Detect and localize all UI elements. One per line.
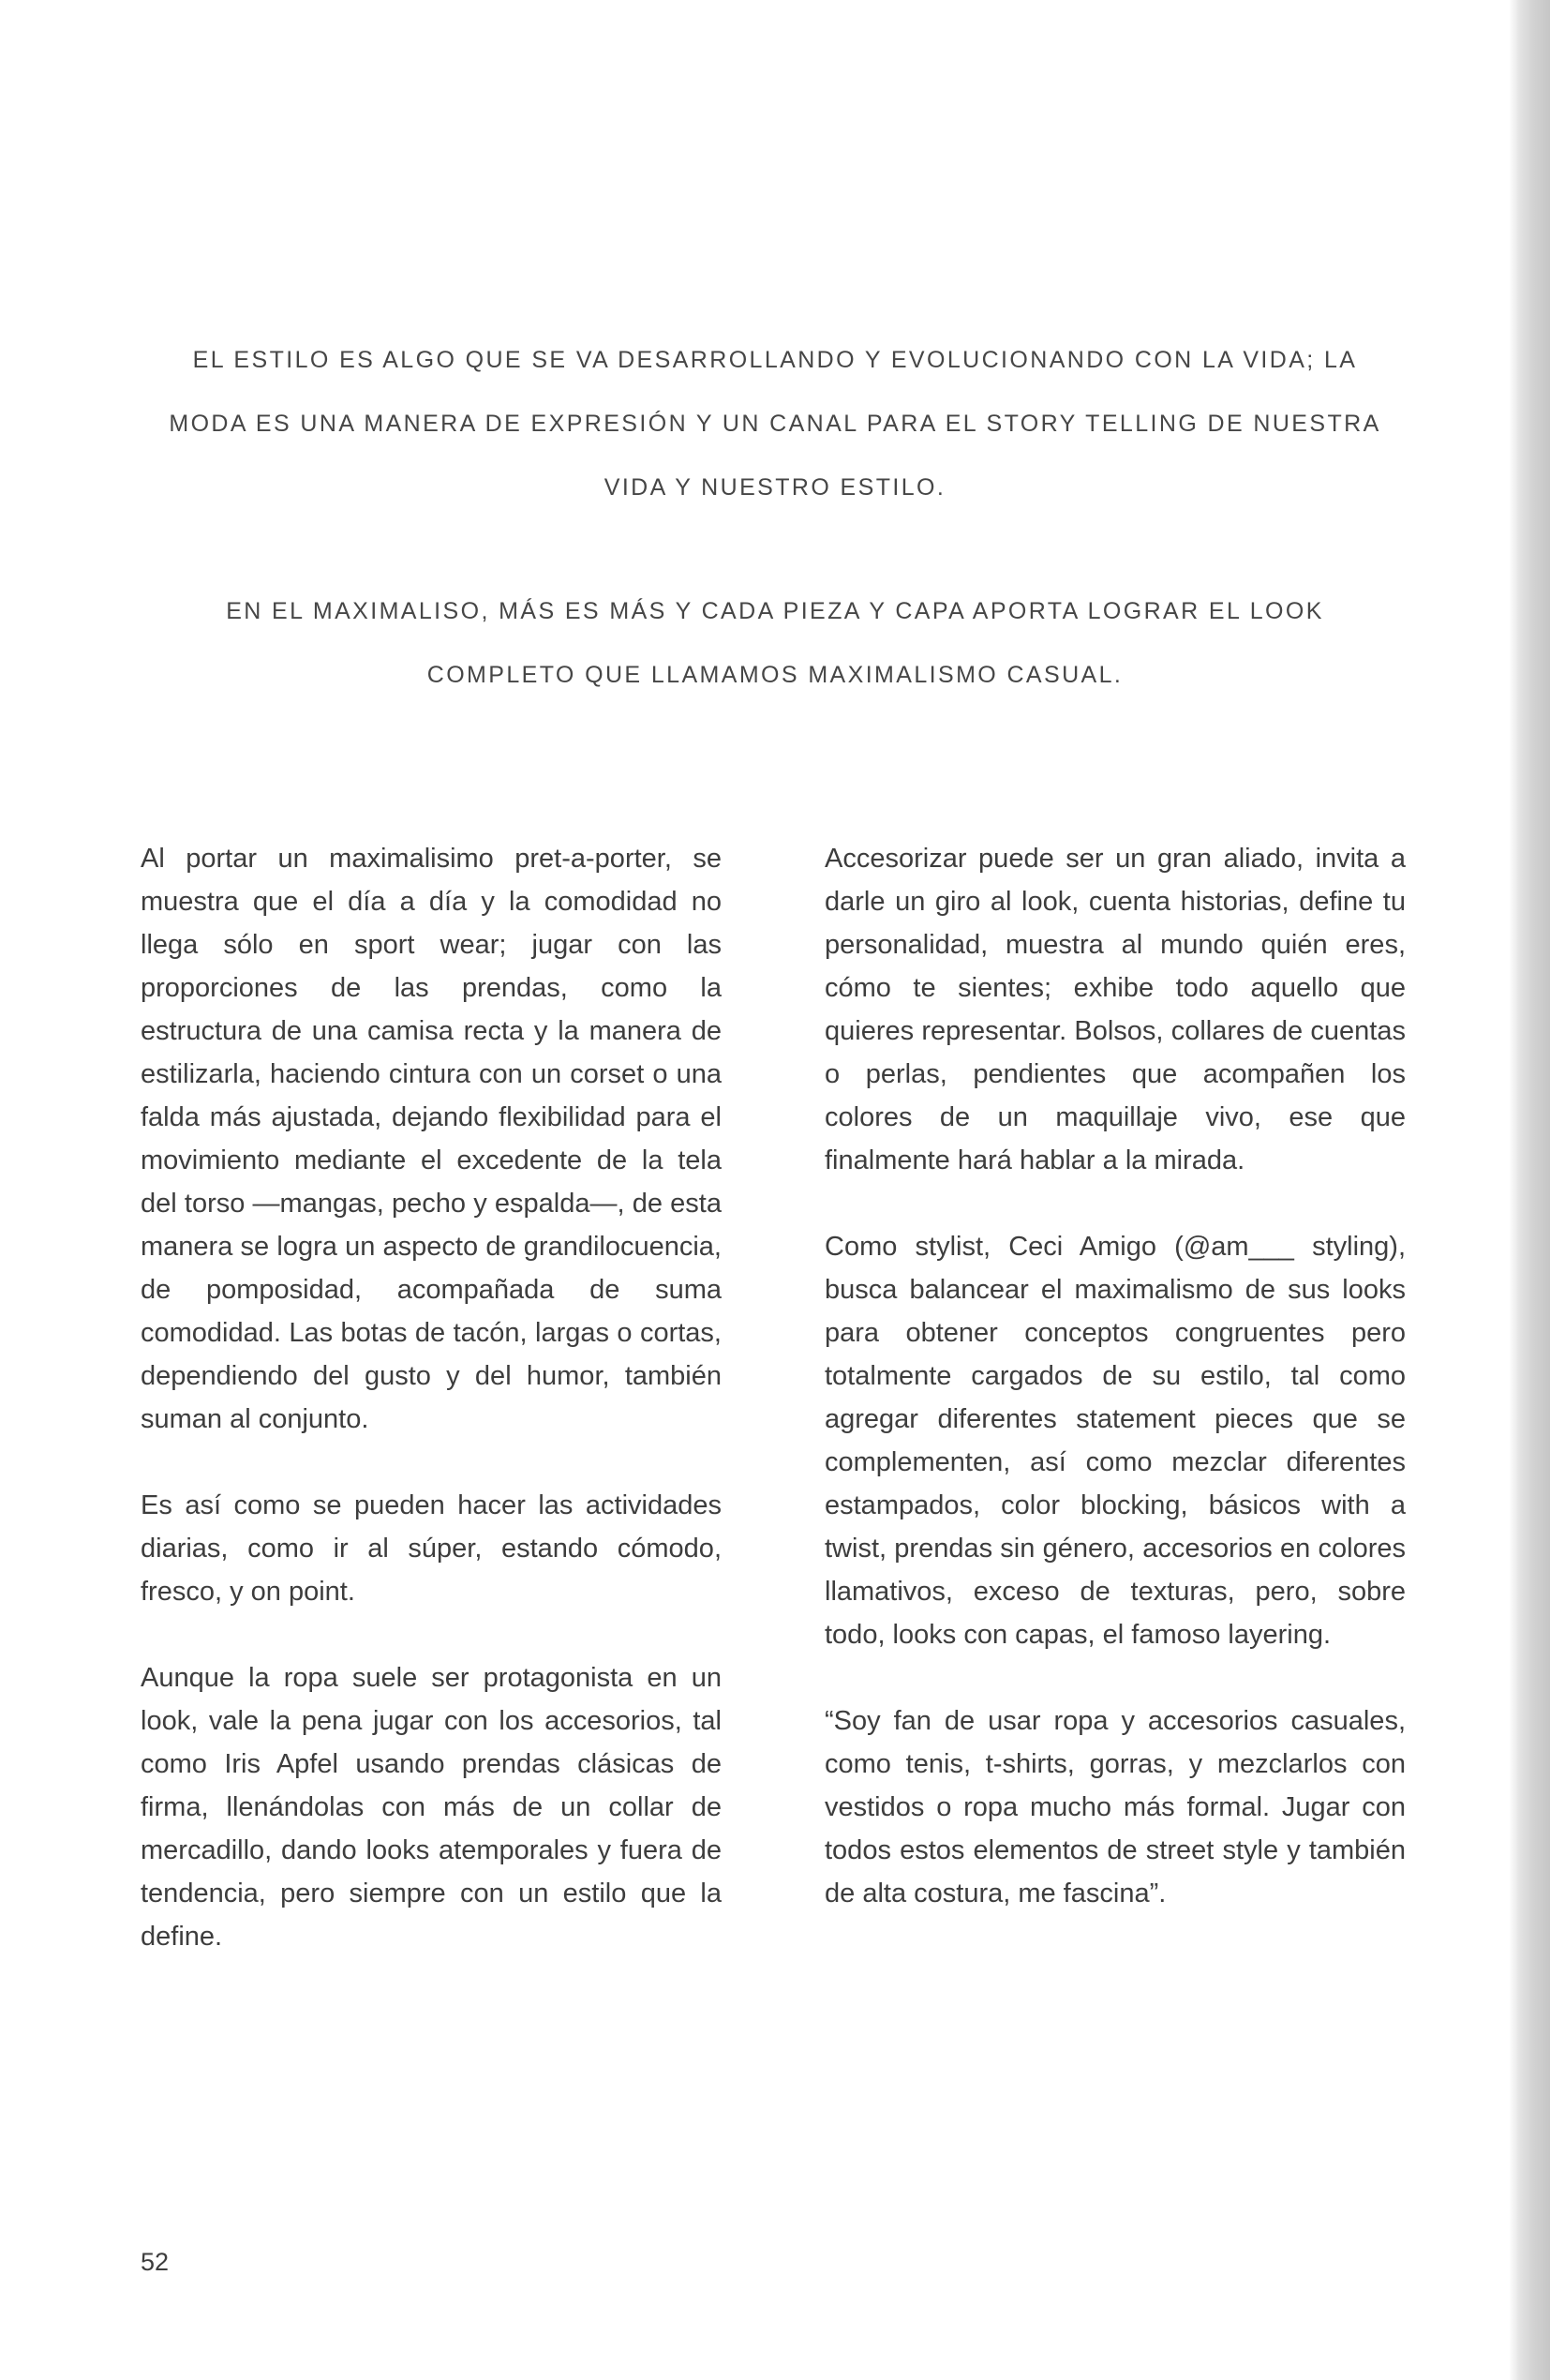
left-paragraph-2: Es así como se pueden hacer las actividades diarias, como ir al súper, estando cómodo, fresco, y on point. [141, 1490, 722, 1607]
body-columns [141, 837, 1406, 1958]
page-edge-strip [1509, 0, 1550, 2380]
pull-quote-1: EL ESTILO ES ALGO QUE SE VA DESARROLLANDO Y EVOLUCIONANDO CON LA VIDA; LA MODA ES UNA MANERA DE EXPRESIÓN Y UN CANAL PARA EL STORY TELLING DE NUESTRA VIDA Y NUESTRO ESTILO. [169, 347, 1381, 501]
left-paragraph-1: Al portar un maximalisimo pret-a-porter, se muestra que el día a día y la comodidad no llega sólo en sport wear; jugar con las proporciones de las prendas, como la estructura de una camisa recta y la manera de estilizarla, haciendo cintura con un corset o una falda más ajustada, dejando flexibilidad para el movimiento mediante el excedente de la tela del torso —mangas, pecho y espalda—, de esta manera se logra un aspecto de grandilocuencia, de pomposidad, acompañada de suma comodidad. Las botas de tacón, largas o cortas, dependiendo del gusto y del humor, también suman al conjunto. [141, 844, 722, 1434]
pull-quote-block [159, 328, 1391, 767]
right-column [825, 837, 1406, 1958]
right-paragraph-3: “Soy fan de usar ropa y accesorios casuales, como tenis, t-shirts, gorras, y mezclarlos con vestidos o ropa mucho más formal. Jugar con todos estos elementos de street style y también de alta costura, me fascina”. [825, 1706, 1406, 1908]
left-column [141, 837, 722, 1958]
right-paragraph-2: Como stylist, Ceci Amigo (@am___ styling), busca balancear el maximalismo de sus looks para obtener conceptos congruentes pero totalmente cargados de su estilo, tal como agregar diferentes statement pieces que se complementen, así como mezclar diferentes estampados, color blocking, básicos with a twist, prendas sin género, accesorios en colores llamativos, exceso de texturas, pero, sobre todo, looks con capas, el famoso layering. [825, 1232, 1406, 1650]
page-number: 52 [141, 2248, 170, 2276]
left-paragraph-3: Aunque la ropa suele ser protagonista en un look, vale la pena jugar con los accesorios, tal como Iris Apfel usando prendas clásicas de firma, llenándolas con más de un collar de mercadillo, dando looks atemporales y fuera de tendencia, pero siempre con un estilo que la define. [141, 1663, 722, 1952]
right-paragraph-1: Accesorizar puede ser un gran aliado, invita a darle un giro al look, cuenta historias, define tu personalidad, muestra al mundo quién eres, cómo te sientes; exhibe todo aquello que quieres representar. Bolsos, collares de cuentas o perlas, pendientes que acompañen los colores de un maquillaje vivo, ese que finalmente hará hablar a la mirada. [825, 844, 1406, 1175]
pull-quote-2: EN EL MAXIMALISO, MÁS ES MÁS Y CADA PIEZA Y CAPA APORTA LOGRAR EL LOOK COMPLETO QUE LLAMAMOS MAXIMALISMO CASUAL. [226, 598, 1324, 688]
